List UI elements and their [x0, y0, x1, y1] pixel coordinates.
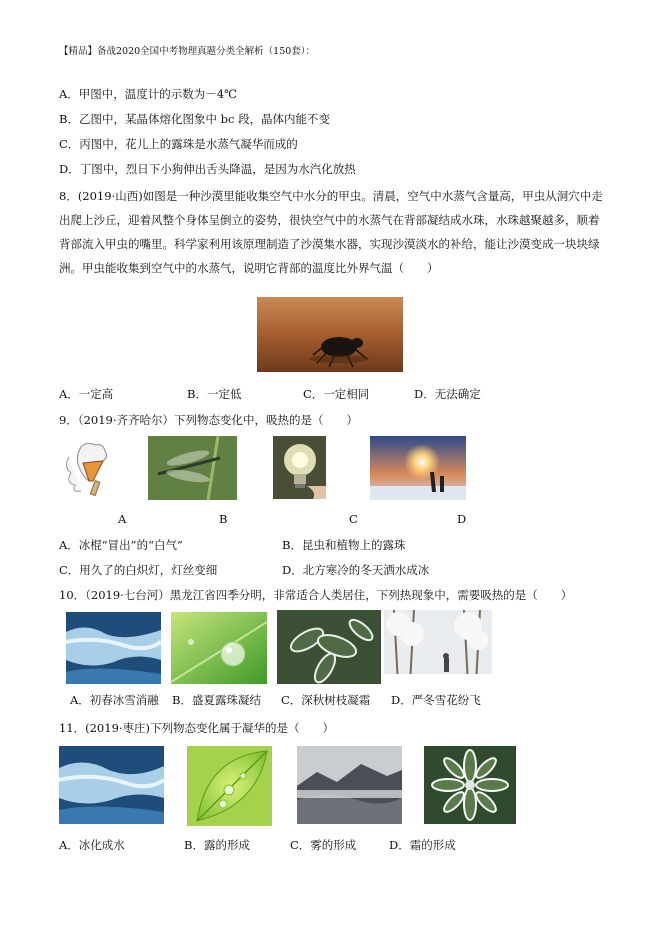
- ice-melting-image: [66, 612, 161, 684]
- q10-option-d: D．严冬雪花纷飞: [391, 693, 481, 707]
- q9-option-d: D．北方寒冷的冬天洒水成冰: [282, 563, 430, 577]
- q11-option-b: B．露的形成: [184, 838, 250, 852]
- q9-image-label-d: D: [457, 512, 467, 526]
- snowfall-image: [384, 610, 492, 684]
- q8-option-d: D．无法确定: [414, 387, 481, 401]
- q10-option-a: A．初春冰雪消融: [70, 693, 159, 707]
- q9-image-label-a: A: [118, 512, 127, 526]
- popsicle-image: [59, 437, 119, 501]
- q8-option-c: C．一定相同: [303, 387, 370, 401]
- q7-option-c: C．丙图中，花儿上的露珠是水蒸气凝华而成的: [59, 137, 298, 151]
- lightbulb-image: [273, 436, 326, 499]
- q7-option-a: A．甲图中，温度计的示数为－4℃: [59, 87, 237, 101]
- q11-question: 11．(2019·枣庄)下列物态变化属于凝华的是（ ）: [59, 721, 335, 735]
- q8-option-a: A．一定高: [59, 387, 114, 401]
- q9-option-b: B．昆虫和植物上的露珠: [282, 538, 406, 552]
- water-to-ice-image: [370, 436, 466, 500]
- q9-question: 9．（2019·齐齐哈尔）下列物态变化中，吸热的是（ ）: [59, 413, 358, 427]
- q11-option-c: C．雾的形成: [290, 838, 357, 852]
- frost-image: [424, 746, 516, 824]
- dewdrop-image: [171, 612, 267, 684]
- q11-option-d: D．霜的形成: [389, 838, 456, 852]
- q9-image-label-c: C: [349, 512, 358, 526]
- q7-option-d: D．丁图中，烈日下小狗伸出舌头降温，是因为水汽化放热: [59, 162, 356, 176]
- q9-image-label-b: B: [219, 512, 228, 526]
- fog-image: [297, 746, 402, 824]
- ice-to-water-image: [59, 746, 164, 824]
- page-header: 【精品】备战2020全国中考物理真题分类全解析（150套）：: [59, 46, 316, 57]
- q10-question: 10．（2019·七台河）黑龙江省四季分明，非常适合人类居住，下列热现象中，需要吸热的是（ ）: [59, 588, 573, 602]
- q8-question: 8．(2019·山西)如图是一种沙漠里能收集空气中水分的甲虫。清晨，空气中水蒸气含量高，甲虫从洞穴中走出爬上沙丘，迎着风整个身体呈倒立的姿势，很快空气中的水蒸气在背部凝结成水珠，水珠越聚越多，顺着背部流入甲虫的嘴里。科学家利用该原理制造了沙漠集水器，实现沙漠淡水的补给，能让沙漠变成一块块绿洲。甲虫能收集到空气中的水蒸气，说明它背部的温度比外界气温（ ）: [59, 189, 603, 275]
- q9-option-c: C．用久了的白炽灯，灯丝变细: [59, 563, 218, 577]
- frost-branch-image: [277, 610, 381, 684]
- dew-leaf-image: [187, 746, 272, 826]
- q8-option-b: B．一定低: [187, 387, 242, 401]
- dragonfly-image: [148, 436, 237, 500]
- q7-option-b: B．乙图中，某晶体熔化图象中 bc 段，晶体内能不变: [59, 112, 331, 126]
- q10-option-b: B．盛夏露珠凝结: [172, 693, 261, 707]
- beetle-photo: [257, 297, 403, 372]
- q11-option-a: A．冰化成水: [59, 838, 125, 852]
- q10-option-c: C．深秋树枝凝霜: [281, 693, 371, 707]
- q9-option-a: A．冰棍“冒出”的“白气”: [59, 538, 183, 552]
